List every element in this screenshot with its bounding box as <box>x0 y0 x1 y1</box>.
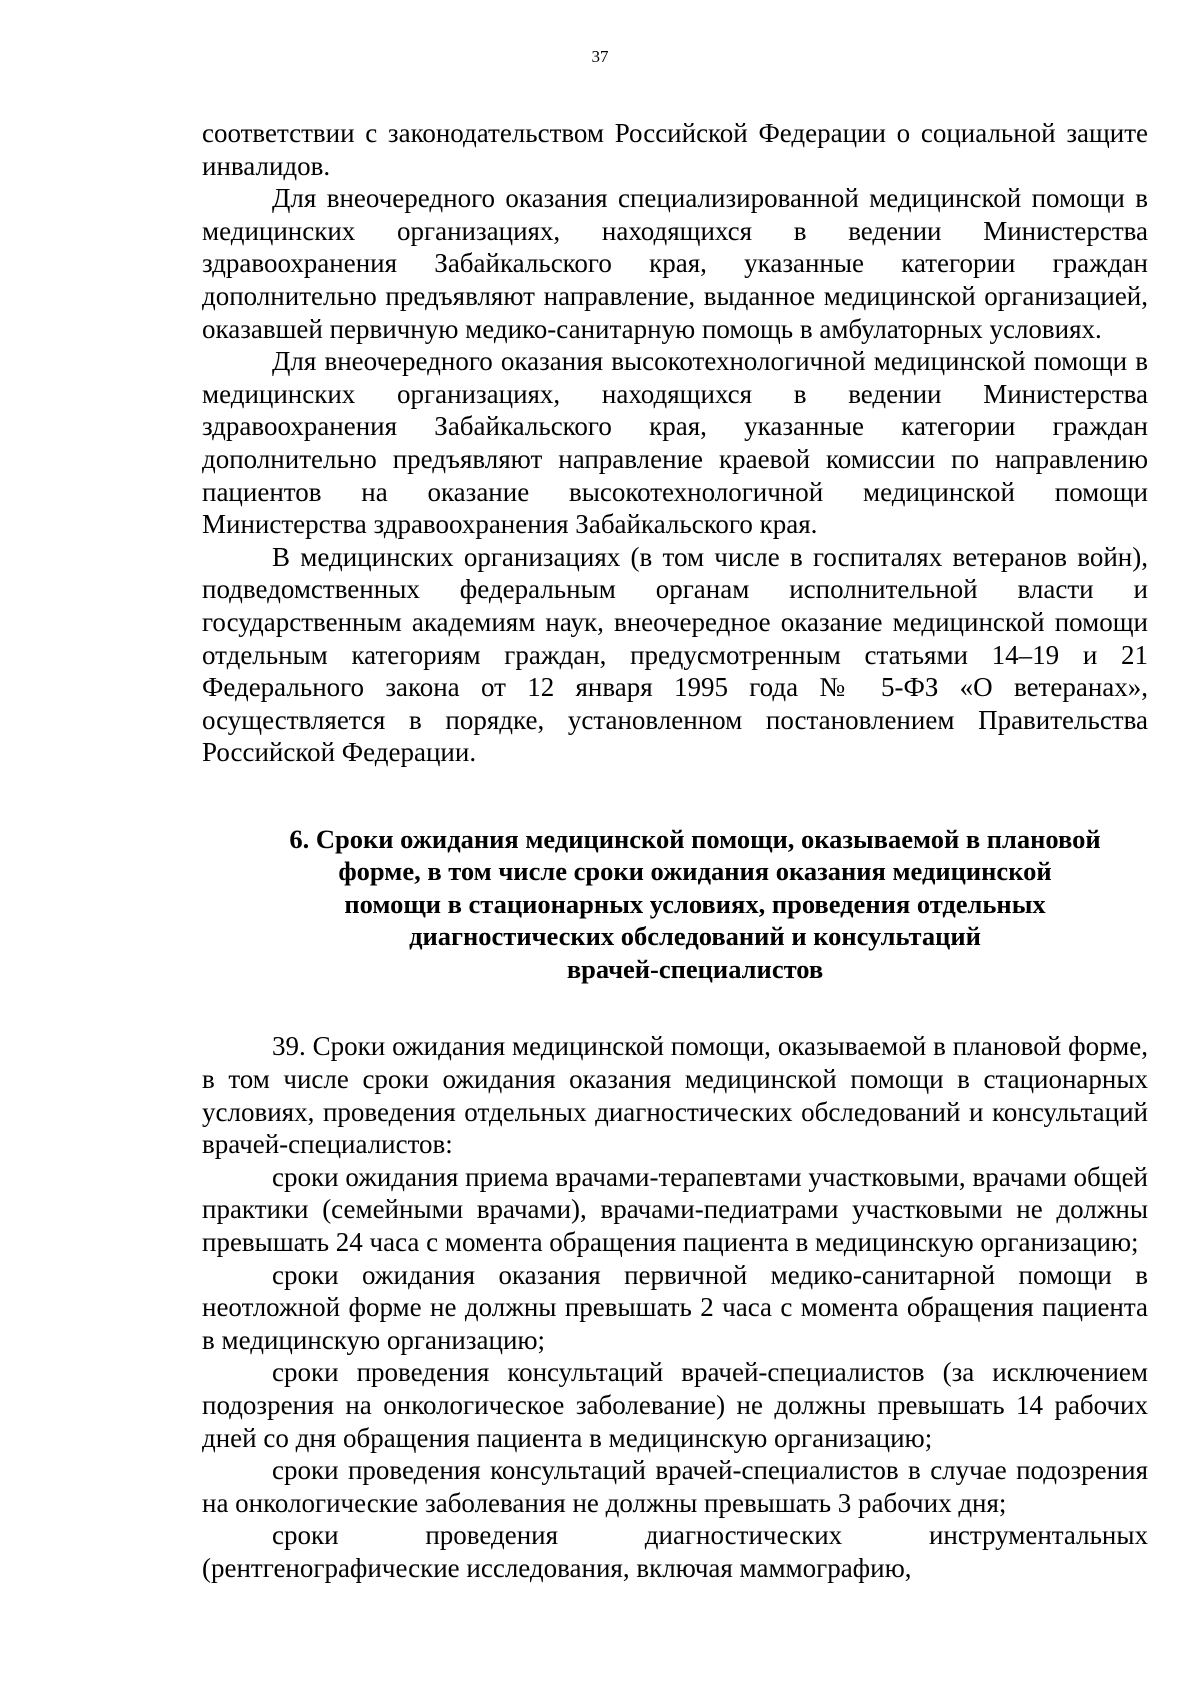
section-heading <box>202 823 1148 986</box>
section-heading-line: диагностических обследований и консультаций <box>409 921 981 952</box>
paragraphs-after-heading <box>202 1030 1148 1584</box>
paragraph-federal-organizations: В медицинских организациях (в том числе в госпиталях ветеранов войн), подведомственных федеральным органам исполнительной власти и государственным академиям наук, внеочередное оказание медицинской помощи отдельным категориям граждан, предусмотренным статьями 14–19 и 21 Федерального закона от 12 января 1995 года № 5-ФЗ «О ветеранах», осуществляется в порядке, установленном постановлением Правительства Российской Федерации. <box>202 541 1148 768</box>
section-heading-line: врачей-специалистов <box>566 953 824 984</box>
paragraph-item-39: 39. Сроки ожидания медицинской помощи, оказываемой в плановой форме, в том числе сроки ожидания оказания медицинской помощи в стационарных условиях, проведения отдельных диагностических обследований и консультаций врачей-специалистов: <box>202 1031 1148 1160</box>
paragraph-continuation: соответствии с законодательством Российской Федерации о социальной защите инвалидов. <box>202 118 1148 181</box>
paragraph-oncology-consultation: сроки проведения консультаций врачей-специалистов в случае подозрения на онкологические заболевания не должны превышать 3 рабочих дня; <box>202 1455 1148 1518</box>
paragraph-diagnostics: сроки проведения диагностических инструментальных (рентгенографические исследования, включая маммографию, <box>202 1520 1148 1583</box>
section-heading-line: помощи в стационарных условиях, проведения отдельных <box>344 888 1046 919</box>
section-heading-line: форме, в том числе сроки ожидания оказания медицинской <box>338 856 1052 887</box>
section-heading-line: 6. Сроки ожидания медицинской помощи, оказываемой в плановой <box>289 823 1101 854</box>
page-number: 37 <box>591 47 609 66</box>
paragraph-therapist-wait: сроки ожидания приема врачами-терапевтами участковыми, врачами общей практики (семейными врачами), врачами-педиатрами участковыми не должны превышать 24 часа с момента обращения пациента в медицинскую организацию; <box>202 1161 1148 1257</box>
paragraphs-before-heading <box>202 117 1148 769</box>
document-body <box>202 117 1148 1584</box>
paragraph-specialized-care: Для внеочередного оказания специализированной медицинской помощи в медицинских организациях, находящихся в ведении Министерства здравоохранения Забайкальского края, указанные категории граждан дополнительно предъявляют направление, выданное медицинской организацией, оказавшей первичную медико-санитарную помощь в амбулаторных условиях. <box>202 183 1148 344</box>
paragraph-high-tech-care: Для внеочередного оказания высокотехнологичной медицинской помощи в медицинских организациях, находящихся в ведении Министерства здравоохранения Забайкальского края, указанные категории граждан дополнительно предъявляют направление краевой комиссии по направлению пациентов на оказание высокотехнологичной медицинской помощи Министерства здравоохранения Забайкальского края. <box>202 346 1148 540</box>
paragraph-urgent-care-wait: сроки ожидания оказания первичной медико-санитарной помощи в неотложной форме не должны превышать 2 часа с момента обращения пациента в медицинскую организацию; <box>202 1259 1148 1355</box>
paragraph-specialist-consultation: сроки проведения консультаций врачей-специалистов (за исключением подозрения на онкологическое заболевание) не должны превышать 14 рабочих дней со дня обращения пациента в медицинскую организацию; <box>202 1357 1148 1453</box>
